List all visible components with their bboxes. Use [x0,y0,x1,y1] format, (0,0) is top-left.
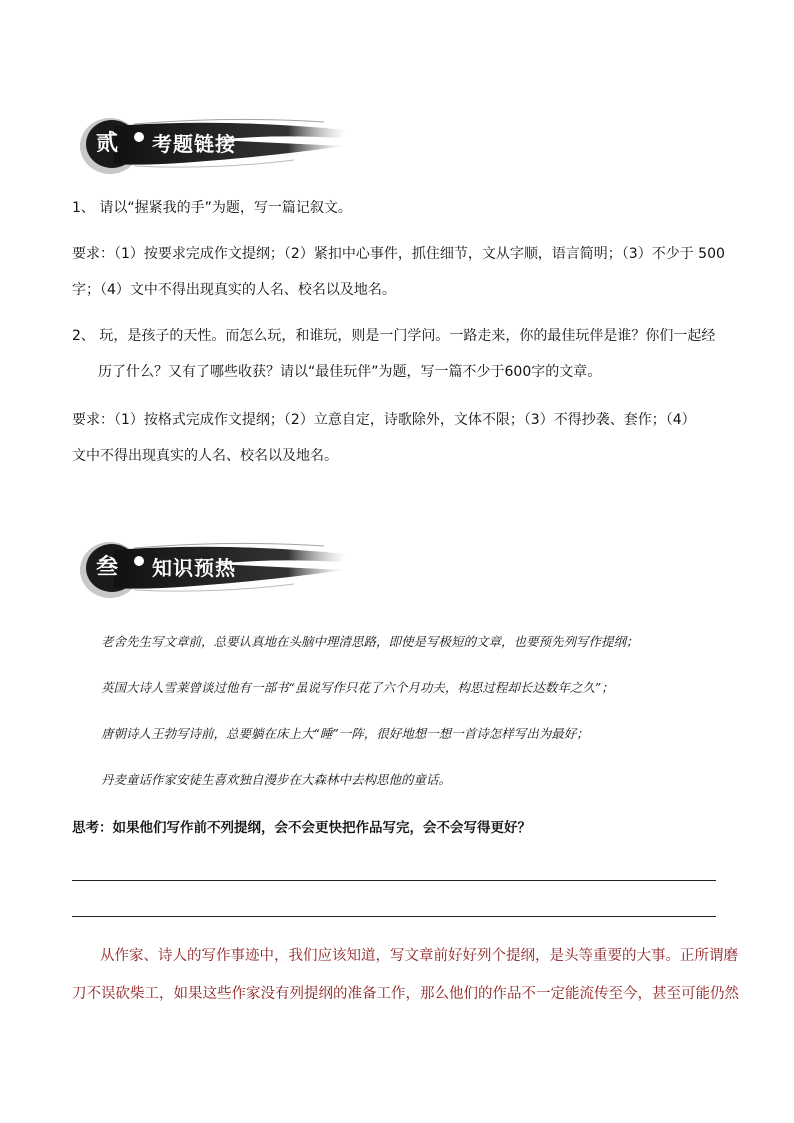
question-2-cont: 历了什么？又有了哪些收获？请以“最佳玩伴”为题，写一篇不少于600字的文章。 [98,364,602,380]
question-1: 1、 请以“握紧我的手”为题，写一篇记叙文。 [72,200,352,216]
section-3-banner [74,536,354,600]
section-title: 知识预热 [152,556,236,580]
bullet-dot-icon [134,132,144,142]
example-andersen: 丹麦童话作家安徒生喜欢独自漫步在大森林中去构思他的童话。 [101,772,452,787]
section-2-banner [74,112,354,176]
example-laoshe: 老舍先生写文章前，总要认真地在头脑中理清思路，即使是写极短的文章，也要预先列写作提纲； [101,634,639,649]
thinking-question: 思考：如果他们写作前不列提纲，会不会更快把作品写完，会不会写得更好？ [72,820,531,836]
example-wangbo: 唐朝诗人王勃写诗前，总要躺在床上大“睡”一阵，很好地想一想一首诗怎样写出为最好； [101,726,589,741]
section-number: 叁 [96,554,119,580]
example-shelley: 英国大诗人雪莱曾谈过他有一部书“虽说写作只花了六个月功夫，构思过程却长达数年之久”； [101,680,614,695]
conclusion-paragraph: 从作家、诗人的写作事迹中，我们应该知道，写文章前好好列个提纲，是头等重要的大事。正所谓磨 [100,948,738,964]
question-2: 2、 玩，是孩子的天性。而怎么玩，和谁玩，则是一门学问。一路走来，你的最佳玩伴是谁？你们一起经 [72,328,716,344]
section-title: 考题链接 [152,132,236,156]
question-2-requirements-cont: 文中不得出现真实的人名、校名以及地名。 [72,448,338,464]
answer-line-1 [72,880,716,881]
conclusion-paragraph-cont: 刀不误砍柴工，如果这些作家没有列提纲的准备工作，那么他们的作品不一定能流传至今，甚至可能仍然 [72,986,739,1002]
question-2-requirements: 要求：（1）按格式完成作文提纲；（2）立意自定，诗歌除外，文体不限；（3）不得抄袭、套作；（4） [72,412,696,428]
answer-line-2 [72,916,716,917]
question-1-requirements: 要求：（1）按要求完成作文提纲；（2）紧扣中心事件，抓住细节，文从字顺，语言简明；（3）不少于 500 [72,246,725,262]
section-number: 贰 [96,130,119,156]
bullet-dot-icon [134,556,144,566]
question-1-requirements-cont: 字；（4）文中不得出现真实的人名、校名以及地名。 [72,282,396,298]
